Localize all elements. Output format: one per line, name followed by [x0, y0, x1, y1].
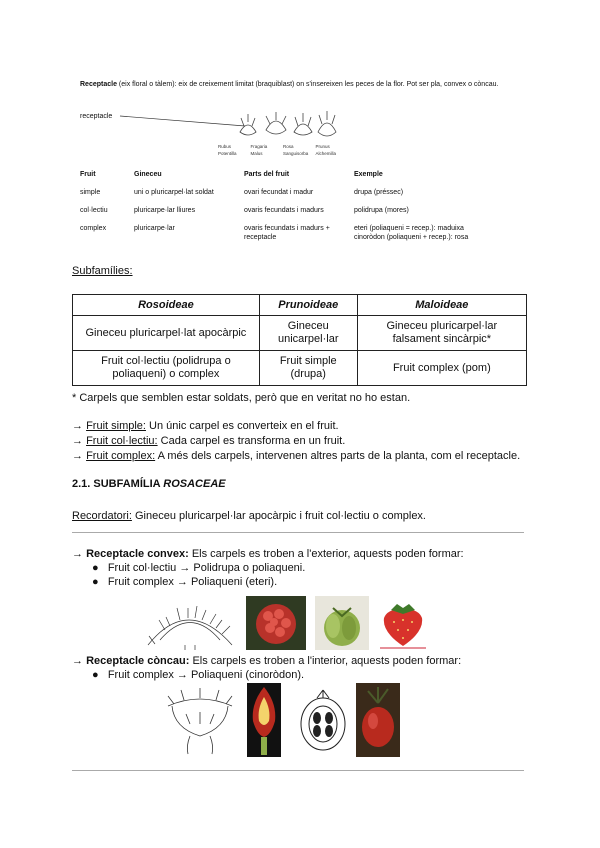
caption: Rosa — [283, 144, 294, 149]
fruit-table-row — [80, 188, 500, 197]
caption: Alchemilla — [315, 151, 337, 156]
divider — [72, 770, 524, 771]
convex-text: Els carpels es troben a l'exterior, aquests poden formar: — [188, 548, 464, 560]
subfamilies-header-row — [73, 295, 527, 316]
flower-sketch-1 — [240, 114, 256, 135]
table-cell: Gineceu pluricarpel·lat apocàrpic — [73, 316, 260, 351]
strawberry-photo — [376, 596, 430, 650]
receptacle-pointer-line — [120, 116, 245, 126]
concave-text: Els carpels es troben a l'interior, aquests poden formar: — [189, 655, 462, 667]
fruit-header: Exemple — [354, 171, 383, 178]
receptacle-definition: (eix floral o tàlem): eix de creixement limitat (braquiblast) on s'insereixen les peces de la flor. Pot ser pla, convex o còncau. — [116, 81, 499, 88]
flower-sketch-3 — [294, 113, 312, 135]
bullet-text: Fruit complex → Poliaqueni (eteri). — [107, 576, 278, 588]
arrow-glyph: → — [72, 420, 83, 432]
table-cell: Gineceu pluricarpel·lar falsament sincàrpic* — [357, 316, 526, 351]
reminder — [72, 509, 426, 523]
list-item: ● Fruit col·lectiu → Polidrupa o poliaqueni. — [92, 562, 306, 574]
subfamilies-heading: Subfamílies: — [72, 265, 133, 277]
definition-term: Fruit complex: — [86, 450, 156, 462]
fruit-cell: pluricarpe·lar lliures — [134, 207, 196, 214]
fruit-header: Parts del fruit — [244, 171, 290, 178]
fruit-table-header — [80, 170, 500, 179]
rosehip-cross-section-sketch — [296, 686, 350, 758]
concave-term: Receptacle còncau: — [86, 655, 190, 667]
definition-term: Fruit col·lectiu: — [86, 435, 158, 447]
fruit-cell: pluricarpe·lar — [134, 225, 175, 232]
arrow-glyph: → — [72, 548, 83, 560]
rosehip-section-photo — [247, 683, 281, 757]
convex-receptacle-sketch — [140, 600, 240, 650]
caption: Potentilla — [218, 151, 237, 156]
convex-term: Receptacle convex: — [86, 548, 189, 560]
caption: Sanguisorba — [283, 151, 309, 156]
list-item: ● Fruit complex → Poliaqueni (cinoròdon). — [92, 669, 305, 681]
table-row — [73, 316, 527, 351]
caption: Prunus — [315, 144, 330, 149]
concave-heading — [72, 654, 542, 668]
receptacle-note — [80, 80, 500, 89]
bullet-text: Fruit col·lectiu → Polidrupa o poliaqueni. — [107, 562, 306, 574]
subfamilies-table — [72, 294, 527, 386]
fruit-cell: ovari fecundat i madur — [244, 189, 314, 196]
definition-item — [72, 434, 542, 448]
definition-item — [72, 419, 542, 433]
footnote: * Carpels que semblen estar soldats, però que en veritat no ho estan. — [72, 392, 411, 404]
fruit-cell: col·lectiu — [80, 207, 108, 214]
table-cell: Fruit simple (drupa) — [259, 351, 357, 386]
section-title — [72, 478, 226, 490]
fruit-table — [80, 170, 500, 242]
definition-text: Un únic carpel es converteix en el fruit. — [145, 420, 339, 432]
reminder-label: Recordatori: — [72, 510, 132, 522]
fruit-cell: uni o pluricarpel·lat soldat — [134, 189, 214, 196]
reminder-text: Gineceu pluricarpel·lar apocàrpic i fruit col·lectiu o complex. — [131, 510, 426, 522]
caption: Fragaria — [250, 144, 268, 149]
rosehip-photo — [356, 683, 400, 757]
definition-text: A més dels carpels, intervenen altres parts de la planta, com el receptacle. — [155, 450, 521, 462]
section-title-name: ROSACEAE — [163, 478, 226, 490]
subfamily-prunoideae: Prunoideae — [259, 295, 357, 316]
arrow-glyph: → — [72, 435, 83, 447]
fruit-table-row — [80, 206, 500, 215]
fruit-table-row — [80, 224, 500, 242]
convex-heading — [72, 547, 542, 561]
concave-bullets — [72, 668, 542, 682]
table-cell: Fruit col·lectiu (polidrupa o poliaqueni) o complex — [73, 351, 260, 386]
subfamily-maloideae: Maloideae — [357, 295, 526, 316]
caption: Malus — [250, 151, 263, 156]
bullet-text: Fruit complex → Poliaqueni (cinoròdon). — [107, 669, 305, 681]
raspberry-photo — [246, 596, 306, 650]
receptacle-arrow-label: receptacle — [80, 113, 113, 120]
table-row — [73, 351, 527, 386]
definition-item — [72, 449, 542, 463]
concave-receptacle-sketch — [160, 686, 240, 756]
receptacle-term: Receptacle — [80, 81, 117, 88]
list-item: ● Fruit complex → Poliaqueni (eteri). — [92, 576, 278, 588]
table-cell: Gineceu unicarpel·lar — [259, 316, 357, 351]
fruit-cell: ovaris fecundats i madurs — [244, 207, 324, 214]
flower-sketch-4 — [318, 111, 336, 136]
green-fruit-photo — [315, 596, 369, 650]
fruit-cell: complex — [80, 225, 107, 232]
fruit-cell: ovaris fecundats i madurs + receptacle — [244, 225, 330, 241]
fruit-cell: simple — [80, 189, 101, 196]
caption: Rubus — [218, 144, 232, 149]
fruit-header: Fruit — [80, 171, 96, 178]
fruit-cell: eteri (poliaqueni = recep.): maduixa cinoròdon (poliaqueni + recep.): rosa — [354, 225, 469, 241]
subfamily-rosoideae: Rosoideae — [73, 295, 260, 316]
section-title-prefix: 2.1. SUBFAMÍLIA — [72, 478, 164, 490]
definition-text: Cada carpel es transforma en un fruit. — [157, 435, 346, 447]
fruit-cell: drupa (préssec) — [354, 189, 404, 196]
definitions-list — [72, 419, 542, 463]
arrow-glyph: → — [72, 655, 83, 667]
flower-sketch-2 — [266, 112, 286, 134]
divider — [72, 532, 524, 533]
diagram-captions — [218, 144, 348, 156]
convex-bullets — [72, 561, 542, 589]
fruit-cell: polidrupa (mores) — [354, 207, 409, 214]
concave-section — [72, 654, 542, 682]
arrow-glyph: → — [72, 450, 83, 462]
fruit-header: Gineceu — [134, 171, 162, 178]
table-cell: Fruit complex (pom) — [357, 351, 526, 386]
definition-term: Fruit simple: — [86, 420, 146, 432]
convex-section — [72, 547, 542, 589]
